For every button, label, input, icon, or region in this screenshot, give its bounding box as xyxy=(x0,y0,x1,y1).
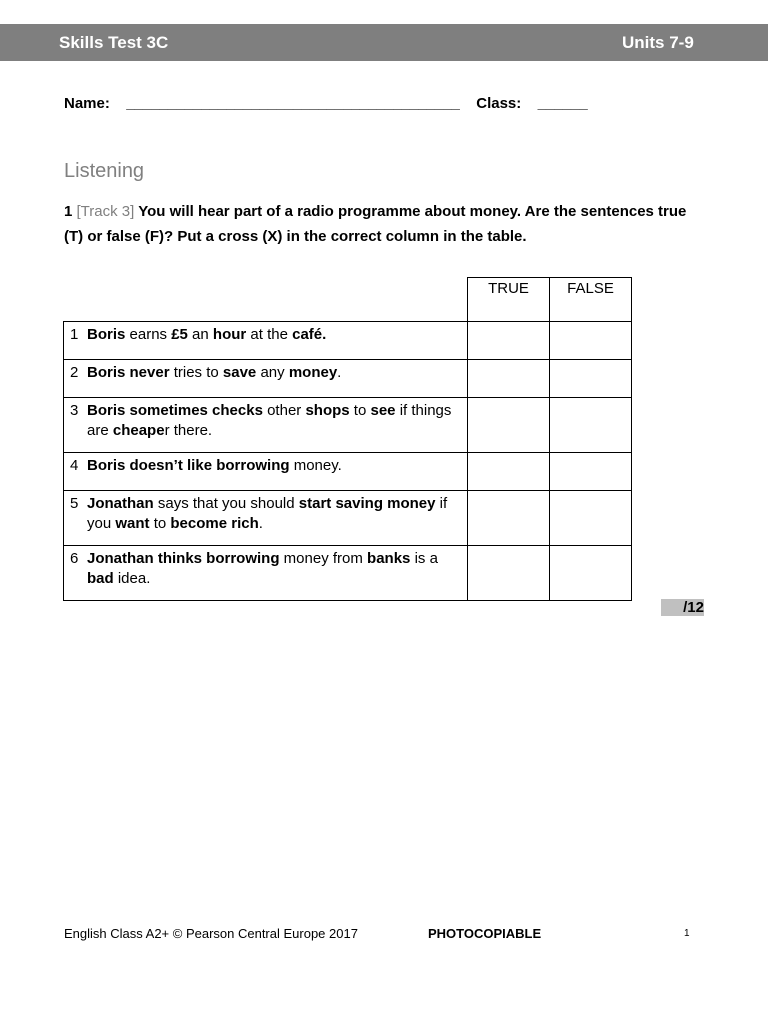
true-answer-cell[interactable] xyxy=(468,453,550,491)
units-label: Units 7-9 xyxy=(622,33,694,52)
statement-number: 3 xyxy=(70,402,79,419)
false-answer-cell[interactable] xyxy=(550,322,632,360)
true-answer-cell[interactable] xyxy=(468,322,550,360)
statement-text: Jonathan thinks borrowing money from banks is a bad idea. xyxy=(87,550,438,587)
table-row xyxy=(64,491,632,546)
exercise-instructions xyxy=(64,199,704,249)
statement-number: 6 xyxy=(70,550,79,567)
statement-number: 4 xyxy=(70,457,79,474)
table-row xyxy=(64,546,632,601)
true-answer-cell[interactable] xyxy=(468,360,550,398)
track-label: [Track 3] xyxy=(76,203,135,220)
statement-text: Boris never tries to save any money. xyxy=(87,364,342,381)
statement-cell xyxy=(64,491,468,546)
instruction-text: You will hear part of a radio programme about money. Are the sentences true (T) or false (F)? Put a cross (X) in the correct column in the table. xyxy=(64,203,687,245)
student-info-line xyxy=(64,95,588,112)
statement-text: Boris doesn’t like borrowing money. xyxy=(87,457,342,474)
true-column-header: TRUE xyxy=(468,278,550,322)
statement-number: 1 xyxy=(70,326,79,343)
false-column-header: FALSE xyxy=(550,278,632,322)
statement-text: Boris earns £5 an hour at the café. xyxy=(87,326,327,343)
statement-cell xyxy=(64,546,468,601)
statement-cell xyxy=(64,360,468,398)
true-answer-cell[interactable] xyxy=(468,546,550,601)
test-title: Skills Test 3C xyxy=(59,33,169,52)
table-row xyxy=(64,453,632,491)
exercise-number: 1 xyxy=(64,203,73,220)
statement-cell xyxy=(64,322,468,360)
true-answer-cell[interactable] xyxy=(468,398,550,453)
statement-number: 2 xyxy=(70,364,79,381)
table-row xyxy=(64,322,632,360)
score-box: /12 xyxy=(661,599,704,616)
true-answer-cell[interactable] xyxy=(468,491,550,546)
false-answer-cell[interactable] xyxy=(550,398,632,453)
table-row xyxy=(64,360,632,398)
false-answer-cell[interactable] xyxy=(550,453,632,491)
class-label: Class: xyxy=(476,95,522,112)
header-bar xyxy=(0,24,768,61)
footer-copyright: English Class A2+ © Pearson Central Europe 2017 xyxy=(64,926,358,941)
statement-cell xyxy=(64,398,468,453)
footer-photocopiable: PHOTOCOPIABLE xyxy=(428,926,542,941)
statement-cell xyxy=(64,453,468,491)
page-number: 1 xyxy=(684,928,690,939)
false-answer-cell[interactable] xyxy=(550,491,632,546)
statement-text: Jonathan says that you should start saving money if you want to become rich. xyxy=(87,495,448,532)
class-field-line[interactable]: ______ xyxy=(537,95,588,112)
false-answer-cell[interactable] xyxy=(550,360,632,398)
section-title: Listening xyxy=(64,160,145,182)
false-answer-cell[interactable] xyxy=(550,546,632,601)
statement-number: 5 xyxy=(70,495,79,512)
name-field-line[interactable]: ________________________________________ xyxy=(126,95,460,112)
true-false-table xyxy=(63,277,632,601)
table-header-row xyxy=(64,278,632,322)
statement-text: Boris sometimes checks other shops to see if things are cheaper there. xyxy=(87,402,452,439)
table-row xyxy=(64,398,632,453)
name-label: Name: xyxy=(64,95,110,112)
